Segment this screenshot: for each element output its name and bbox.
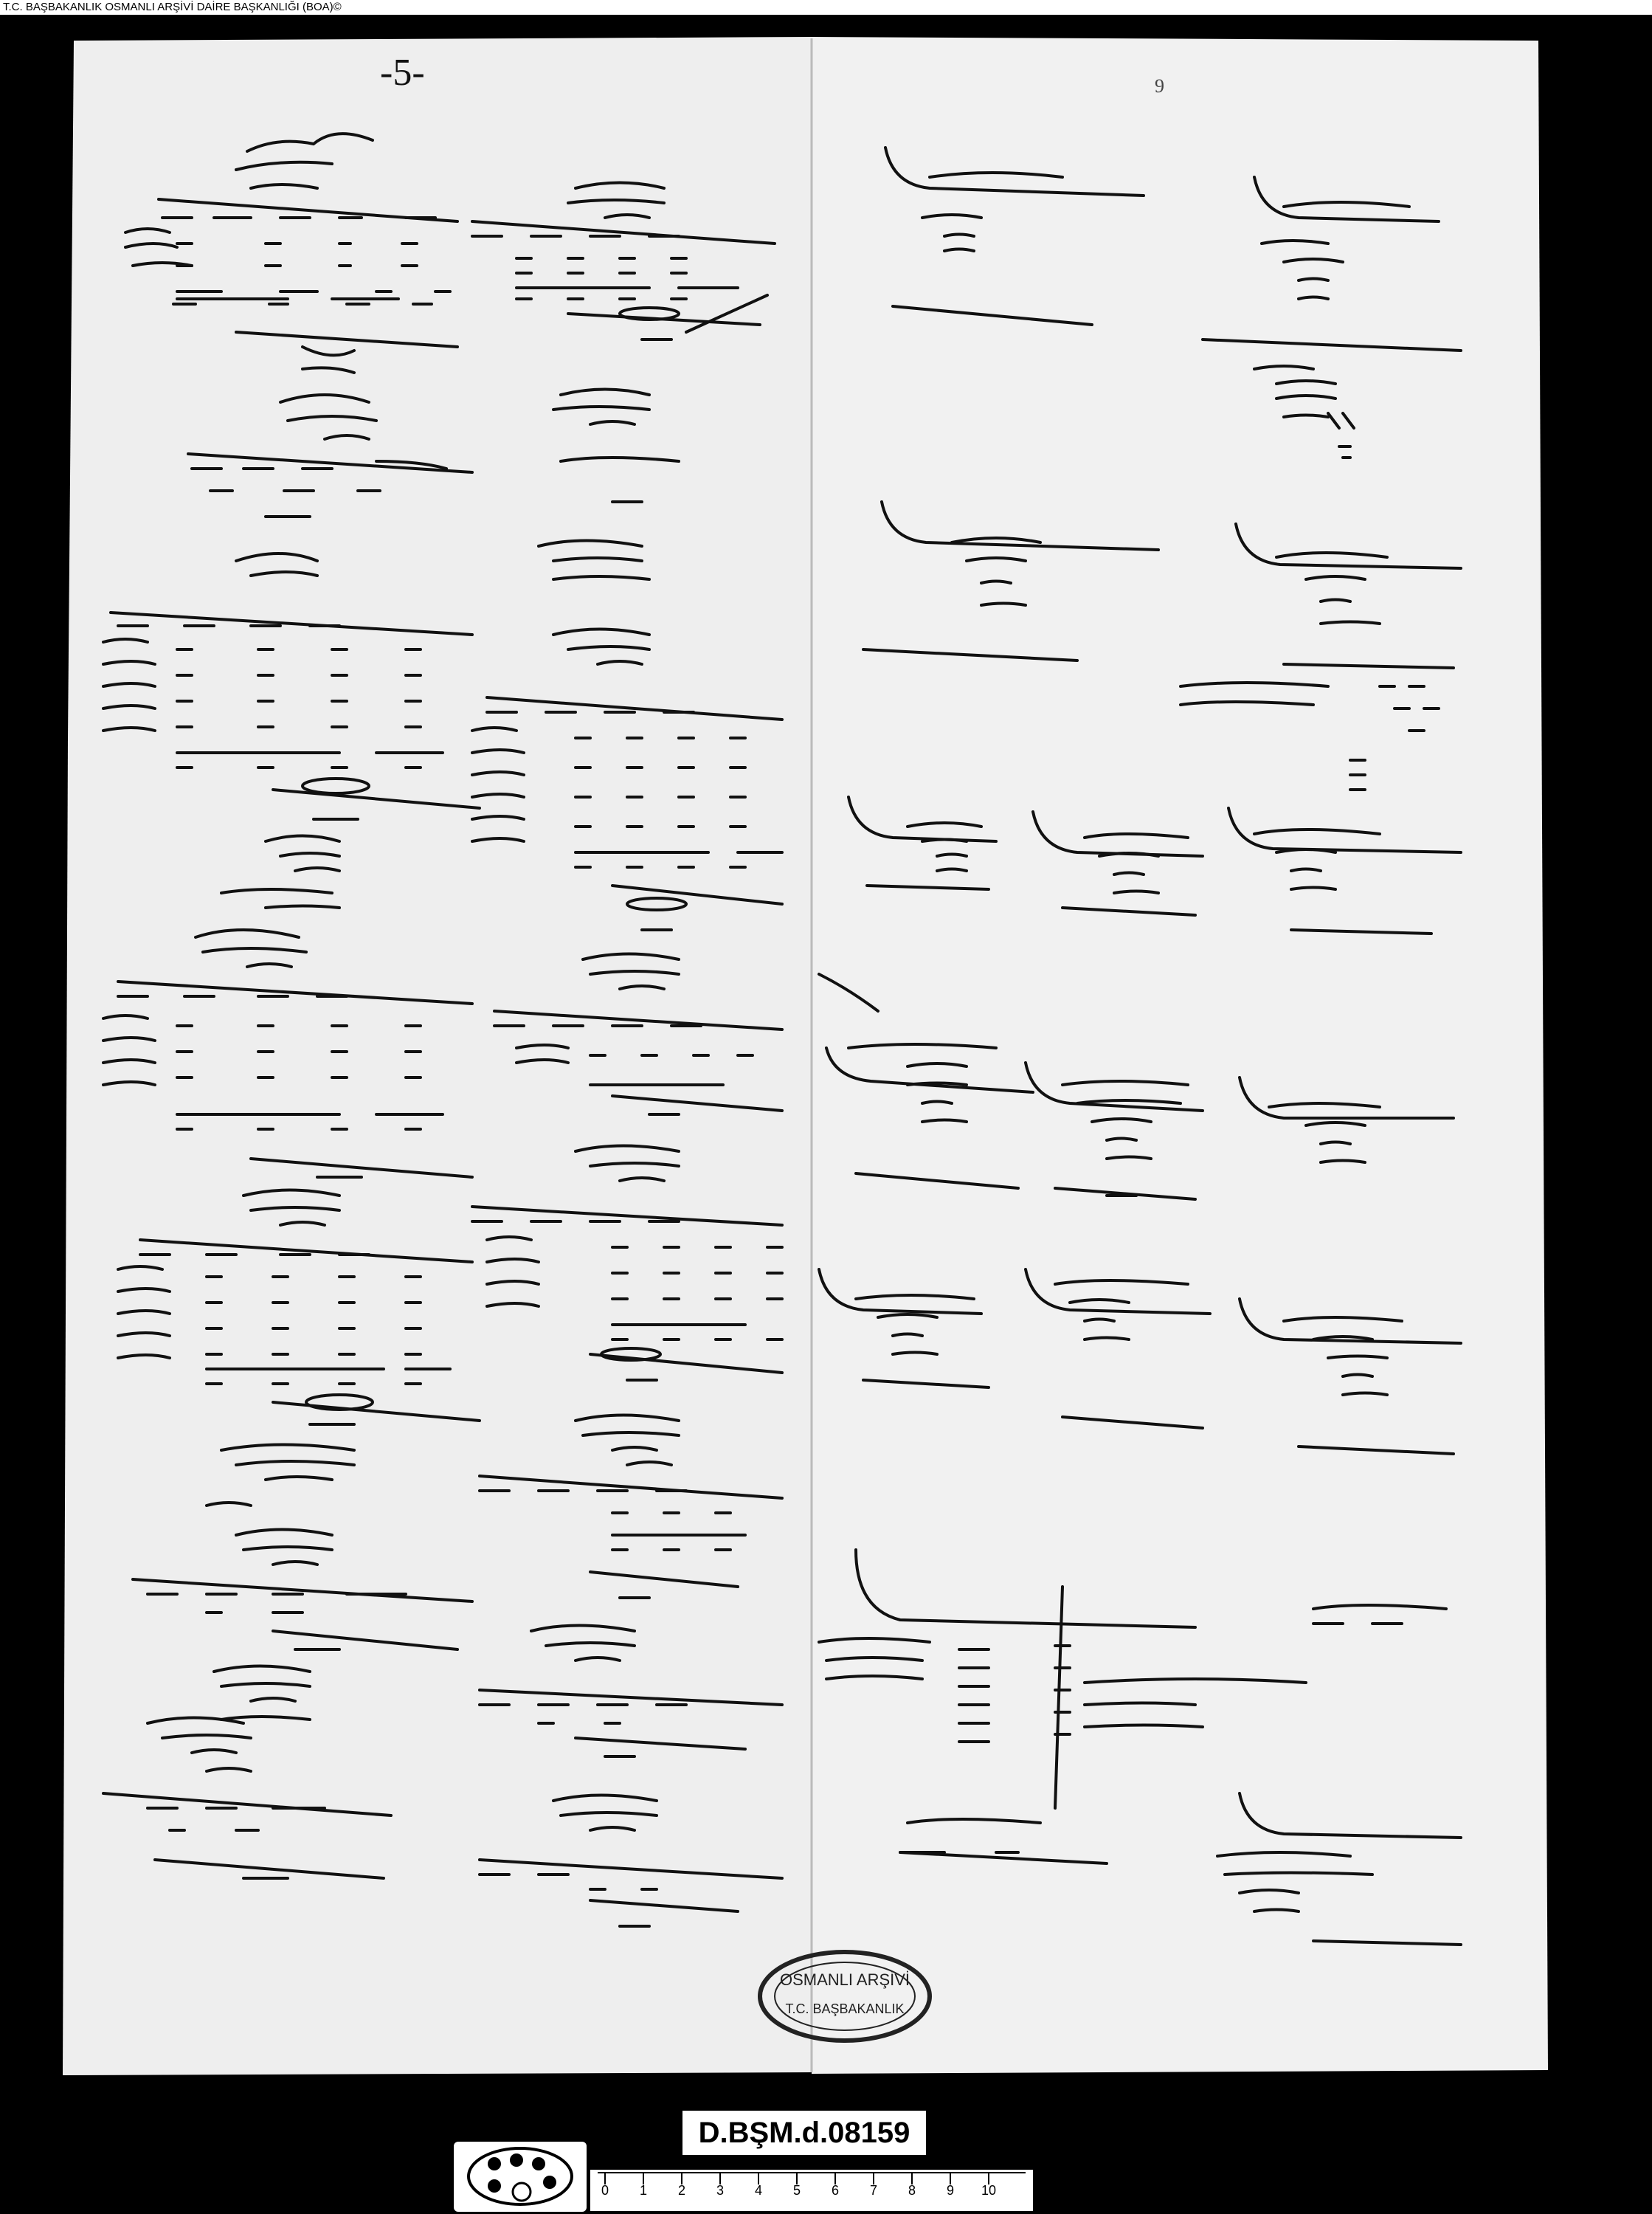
ruler-label: 3 <box>716 2183 725 2198</box>
ruler-label: 2 <box>678 2183 686 2198</box>
ruler-label: 6 <box>832 2183 840 2198</box>
ruler-label: 7 <box>870 2183 878 2198</box>
call-number-label: D.BŞM.d.08159 <box>682 2111 926 2155</box>
ruler-label: 10 <box>981 2183 997 2198</box>
ruler-label: 8 <box>908 2183 916 2198</box>
ruler-label: 9 <box>947 2183 955 2198</box>
ruler-label: 1 <box>640 2183 648 2198</box>
right-page <box>812 37 1548 2074</box>
stamp-caption: T.C. BAŞBAKANLIK <box>785 2001 905 2016</box>
archive-header: T.C. BAŞBAKANLIK OSMANLI ARŞİVİ DAİRE BAŞKANLIĞI (BOA)© <box>0 0 1652 15</box>
corner-mark: 9 <box>1155 75 1164 97</box>
ruler-label: 0 <box>601 2183 609 2198</box>
color-calibration-palette-icon <box>454 2142 587 2212</box>
ruler-label: 5 <box>793 2183 801 2198</box>
measurement-ruler-icon <box>590 2170 1033 2211</box>
page-number: -5- <box>380 52 425 94</box>
document-scan <box>0 15 1652 2214</box>
stamp-text: OSMANLI ARŞİVİ <box>779 1970 910 1989</box>
ruler-label: 4 <box>755 2183 763 2198</box>
